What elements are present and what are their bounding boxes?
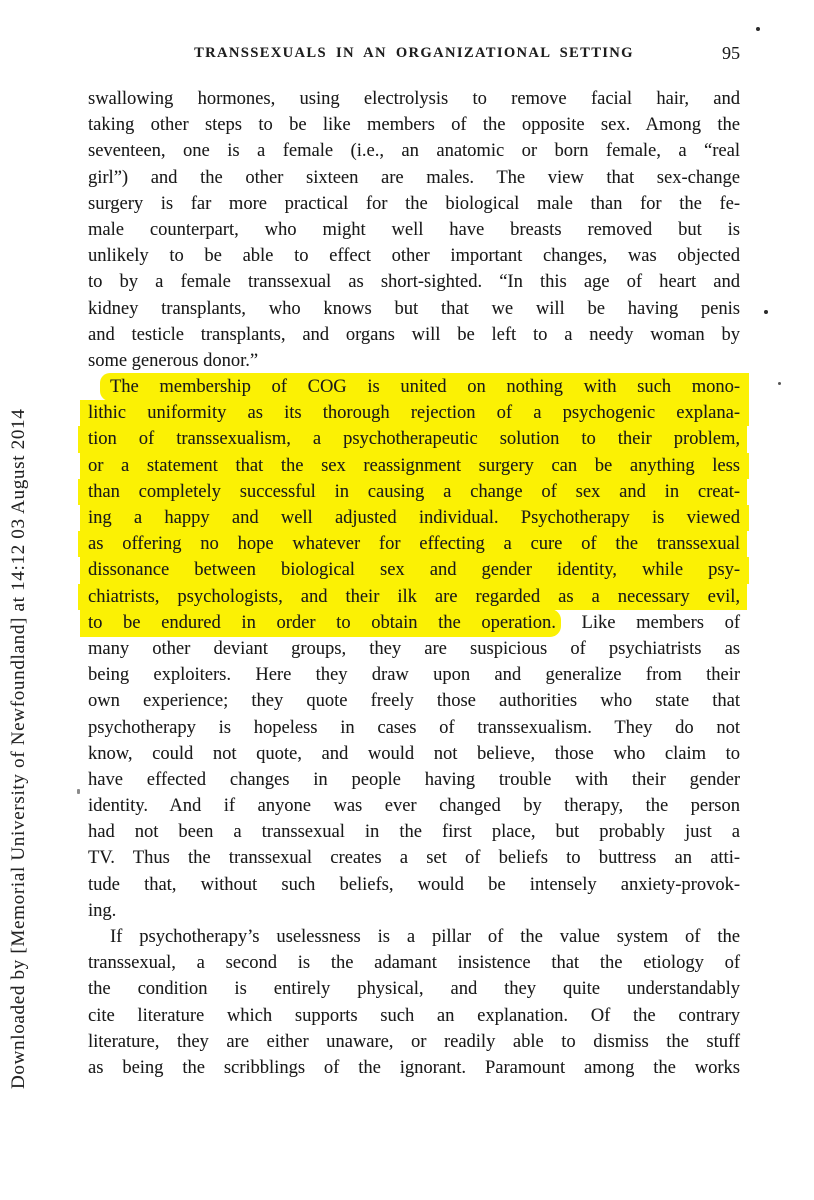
text-segment: girl”) and the other sixteen are males. The view that sex-change xyxy=(88,167,740,188)
scan-speck xyxy=(77,789,80,794)
text-line xyxy=(88,976,740,1002)
text-segment: some generous donor.” xyxy=(88,350,259,371)
text-segment: the condition is entirely physical, and they quite understandably xyxy=(88,979,740,1000)
text-line xyxy=(88,243,740,269)
text-segment: If psychotherapy’s uselessness is a pillar of the value system of the xyxy=(110,927,740,947)
text-line xyxy=(88,1055,740,1081)
highlighted-text: dissonance between biological sex and gender identity, while psy- xyxy=(88,560,740,581)
text-segment: taking other steps to be like members of the opposite sex. Among the xyxy=(88,115,740,136)
text-segment: male counterpart, who might well have breasts removed but is xyxy=(88,219,740,240)
running-head-title: TRANSSEXUALS IN AN ORGANIZATIONAL SETTING xyxy=(194,45,634,61)
text-line xyxy=(88,1029,740,1055)
text-segment: own experience; they quote freely those authorities who state that xyxy=(88,691,740,712)
text-segment: seventeen, one is a female (i.e., an anatomic or born female, a “real xyxy=(88,141,740,162)
text-line xyxy=(80,557,749,583)
text-segment: transsexual, a second is the adamant insistence that the etiology of xyxy=(88,953,740,974)
text-segment: have effected changes in people having trouble with their gender xyxy=(88,769,740,790)
text-line xyxy=(88,715,740,741)
text-line xyxy=(88,1003,740,1029)
text-line xyxy=(88,86,740,112)
text-line xyxy=(78,584,747,610)
text-line xyxy=(80,400,749,426)
text-line xyxy=(80,505,749,531)
text-line xyxy=(88,296,740,322)
highlighted-text: lithic uniformity as its thorough rejection of a psychogenic explana- xyxy=(88,403,740,424)
text-line xyxy=(88,636,740,662)
text-segment: to by a female transsexual as short-sighted. “In this age of heart and xyxy=(88,272,740,293)
text-segment: TV. Thus the transsexual creates a set of beliefs to buttress an atti- xyxy=(88,848,740,869)
text-line xyxy=(88,348,740,374)
highlighted-text: to be endured in order to obtain the operation. xyxy=(80,609,561,637)
text-line xyxy=(88,819,740,845)
text-segment: surgery is far more practical for the biological male than for the fe- xyxy=(88,193,740,214)
text-line xyxy=(78,479,747,505)
highlighted-text: ing a happy and well adjusted individual. Psychotherapy is viewed xyxy=(88,508,740,528)
text-line xyxy=(88,688,740,714)
text-line xyxy=(88,374,740,400)
text-line xyxy=(88,165,740,191)
text-line xyxy=(88,872,740,898)
highlighted-text: than completely successful in causing a change of sex and in creat- xyxy=(88,481,740,502)
text-line xyxy=(78,426,747,452)
page-number: 95 xyxy=(722,43,740,63)
text-segment: unlikely to be able to effect other important changes, was objected xyxy=(88,246,740,267)
text-line xyxy=(80,453,749,479)
text-line xyxy=(88,269,740,295)
page-header xyxy=(88,45,740,71)
text-line xyxy=(88,767,740,793)
text-segment: Like members of xyxy=(560,612,741,633)
text-line xyxy=(88,138,740,164)
text-line xyxy=(88,662,740,688)
highlighted-text: The membership of COG is united on nothing with such mono- xyxy=(100,373,749,401)
text-line xyxy=(88,924,740,950)
text-segment: know, could not quote, and would not believe, those who claim to xyxy=(88,743,740,764)
download-watermark: Downloaded by [Memorial University of Newfoundland] at 14:12 03 August 2014 xyxy=(8,408,29,1089)
highlighted-text: chiatrists, psychologists, and their ilk are regarded as a necessary evil, xyxy=(88,586,740,607)
text-segment: ing. xyxy=(88,900,117,921)
text-line xyxy=(88,610,740,636)
text-line xyxy=(88,898,740,924)
text-line xyxy=(88,112,740,138)
text-line xyxy=(88,191,740,217)
text-segment: identity. And if anyone was ever changed by therapy, the person xyxy=(88,796,740,817)
text-line xyxy=(88,217,740,243)
highlighted-text: tion of transsexualism, a psychotherapeutic solution to their problem, xyxy=(88,429,740,450)
scan-speck xyxy=(778,382,781,385)
text-line xyxy=(88,793,740,819)
text-line xyxy=(78,531,747,557)
text-line xyxy=(88,845,740,871)
text-segment: being exploiters. Here they draw upon and generalize from their xyxy=(88,665,740,686)
page-body xyxy=(88,86,740,1081)
text-line xyxy=(88,741,740,767)
text-line xyxy=(88,322,740,348)
text-segment: as being the scribblings of the ignorant. Paramount among the works xyxy=(88,1057,740,1078)
text-segment: kidney transplants, who knows but that we will be having penis xyxy=(88,298,740,319)
text-segment: many other deviant groups, they are suspicious of psychiatrists as xyxy=(88,638,740,659)
scan-speck xyxy=(756,27,760,31)
text-segment: cite literature which supports such an explanation. Of the contrary xyxy=(88,1005,740,1026)
text-segment: tude that, without such beliefs, would be intensely anxiety-provok- xyxy=(88,874,740,895)
text-segment: had not been a transsexual in the first place, but probably just a xyxy=(88,822,740,843)
text-segment: psychotherapy is hopeless in cases of transsexualism. They do not xyxy=(88,717,740,738)
text-segment: literature, they are either unaware, or readily able to dismiss the stuff xyxy=(88,1031,740,1052)
text-segment: and testicle transplants, and organs will be left to a needy woman by xyxy=(88,324,740,345)
highlighted-text: as offering no hope whatever for effecting a cure of the transsexual xyxy=(88,534,740,555)
text-line xyxy=(88,950,740,976)
scan-speck xyxy=(764,310,768,314)
text-segment: swallowing hormones, using electrolysis to remove facial hair, and xyxy=(88,89,740,109)
highlighted-text: or a statement that the sex reassignment surgery can be anything less xyxy=(88,455,740,476)
